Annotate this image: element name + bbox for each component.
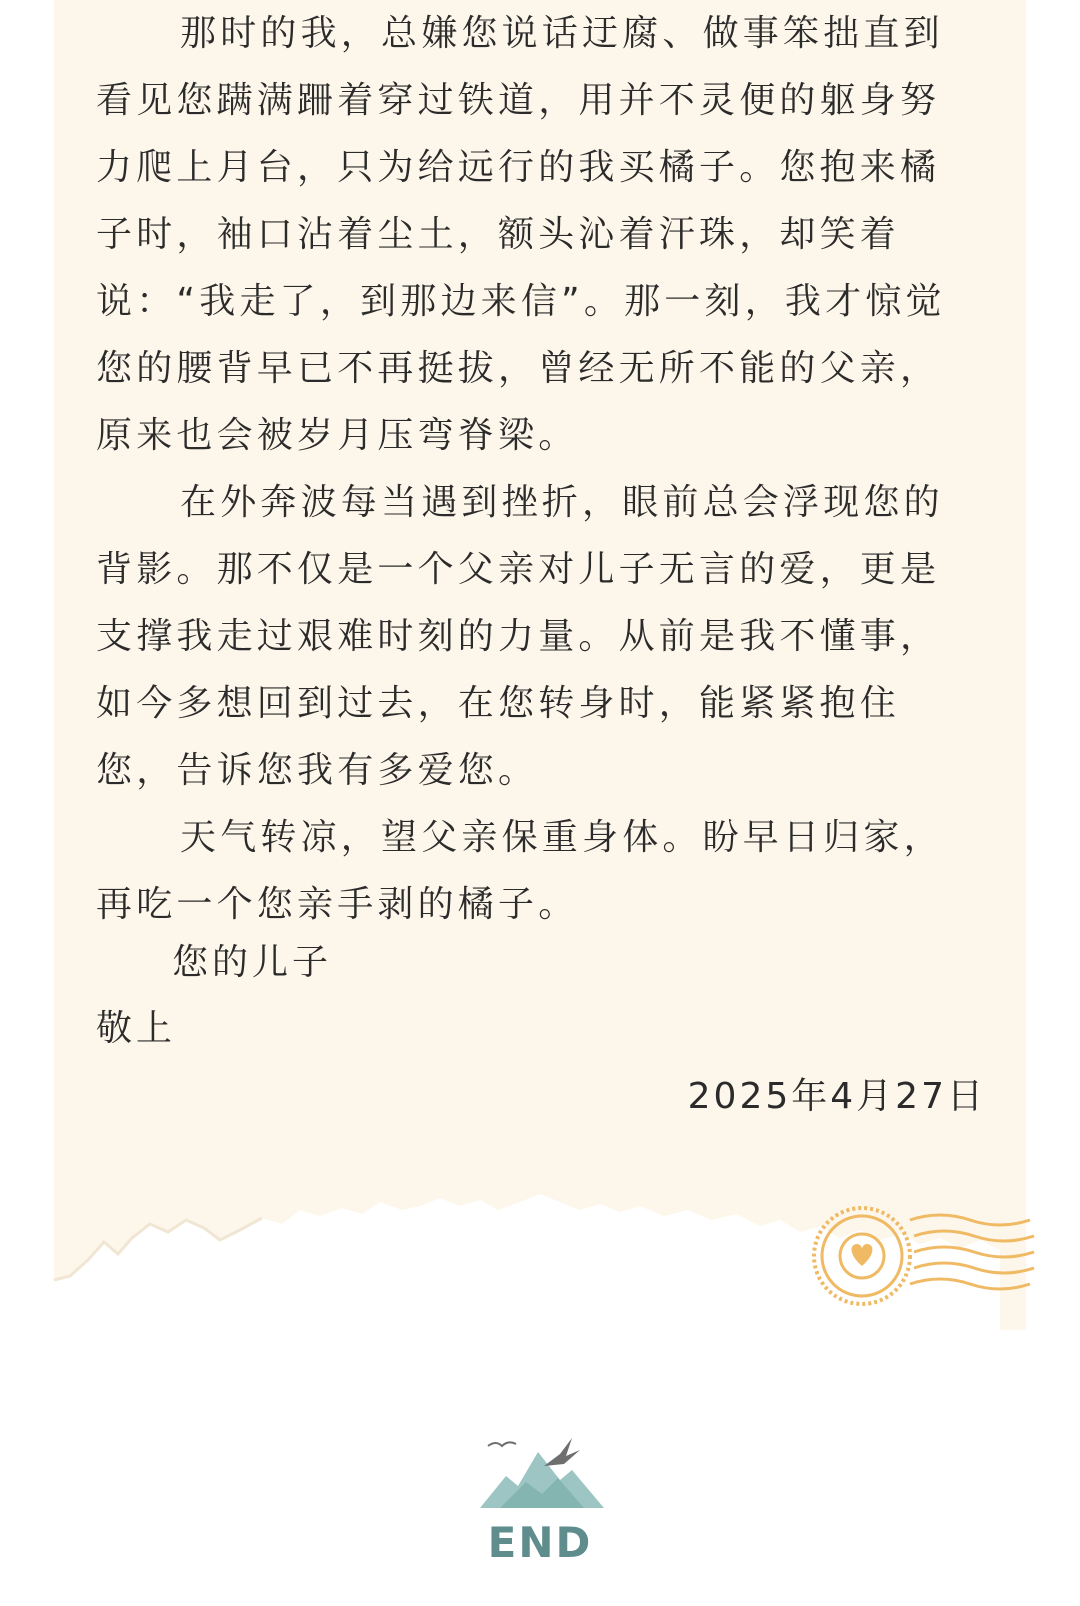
letter-signature: 您的儿子 <box>172 942 333 983</box>
letter-paragraph <box>96 0 986 469</box>
letter-line: 力爬上月台，只为给远行的我买橘子。您抱来橘 <box>96 147 941 188</box>
letter-line: 您的腰背早已不再挺拔，曾经无所不能的父亲， <box>96 348 941 389</box>
letter-line: 您，告诉您我有多爱您。 <box>96 750 539 791</box>
postmark-heart-icon <box>810 1190 1050 1320</box>
letter-paragraph <box>96 469 986 804</box>
letter-line: 子时，袖口沾着尘土，额头沁着汗珠，却笑着 <box>96 214 901 255</box>
letter-line: 支撑我走过艰难时刻的力量。从前是我不懂事， <box>96 616 941 657</box>
letter-line: 天气转凉，望父亲保重身体。盼早日归家， <box>180 817 944 858</box>
end-label: END <box>487 1518 593 1567</box>
letter-line: 说：“我走了，到那边来信”。那一刻，我才惊觉 <box>96 281 946 322</box>
letter-paragraph <box>96 804 986 938</box>
letter-body <box>96 0 986 938</box>
letter-line: 看见您蹒满跚着穿过铁道，用并不灵便的躯身努 <box>96 80 941 121</box>
letter-line: 原来也会被岁月压弯脊梁。 <box>96 415 579 456</box>
letter-date: 2025年4月27日 <box>687 1076 986 1117</box>
mountain-bird-icon <box>480 1430 604 1510</box>
letter-line: 在外奔波每当遇到挫折，眼前总会浮现您的 <box>180 482 944 523</box>
letter-line: 那时的我，总嫌您说话迂腐、做事笨拙直到 <box>180 13 944 54</box>
letter-line: 如今多想回到过去，在您转身时，能紧紧抱住 <box>96 683 901 724</box>
letter-line: 再吃一个您亲手剥的橘子。 <box>96 884 579 925</box>
letter-closing: 敬上 <box>96 1008 177 1049</box>
letter-line: 背影。那不仅是一个父亲对儿子无言的爱，更是 <box>96 549 941 590</box>
